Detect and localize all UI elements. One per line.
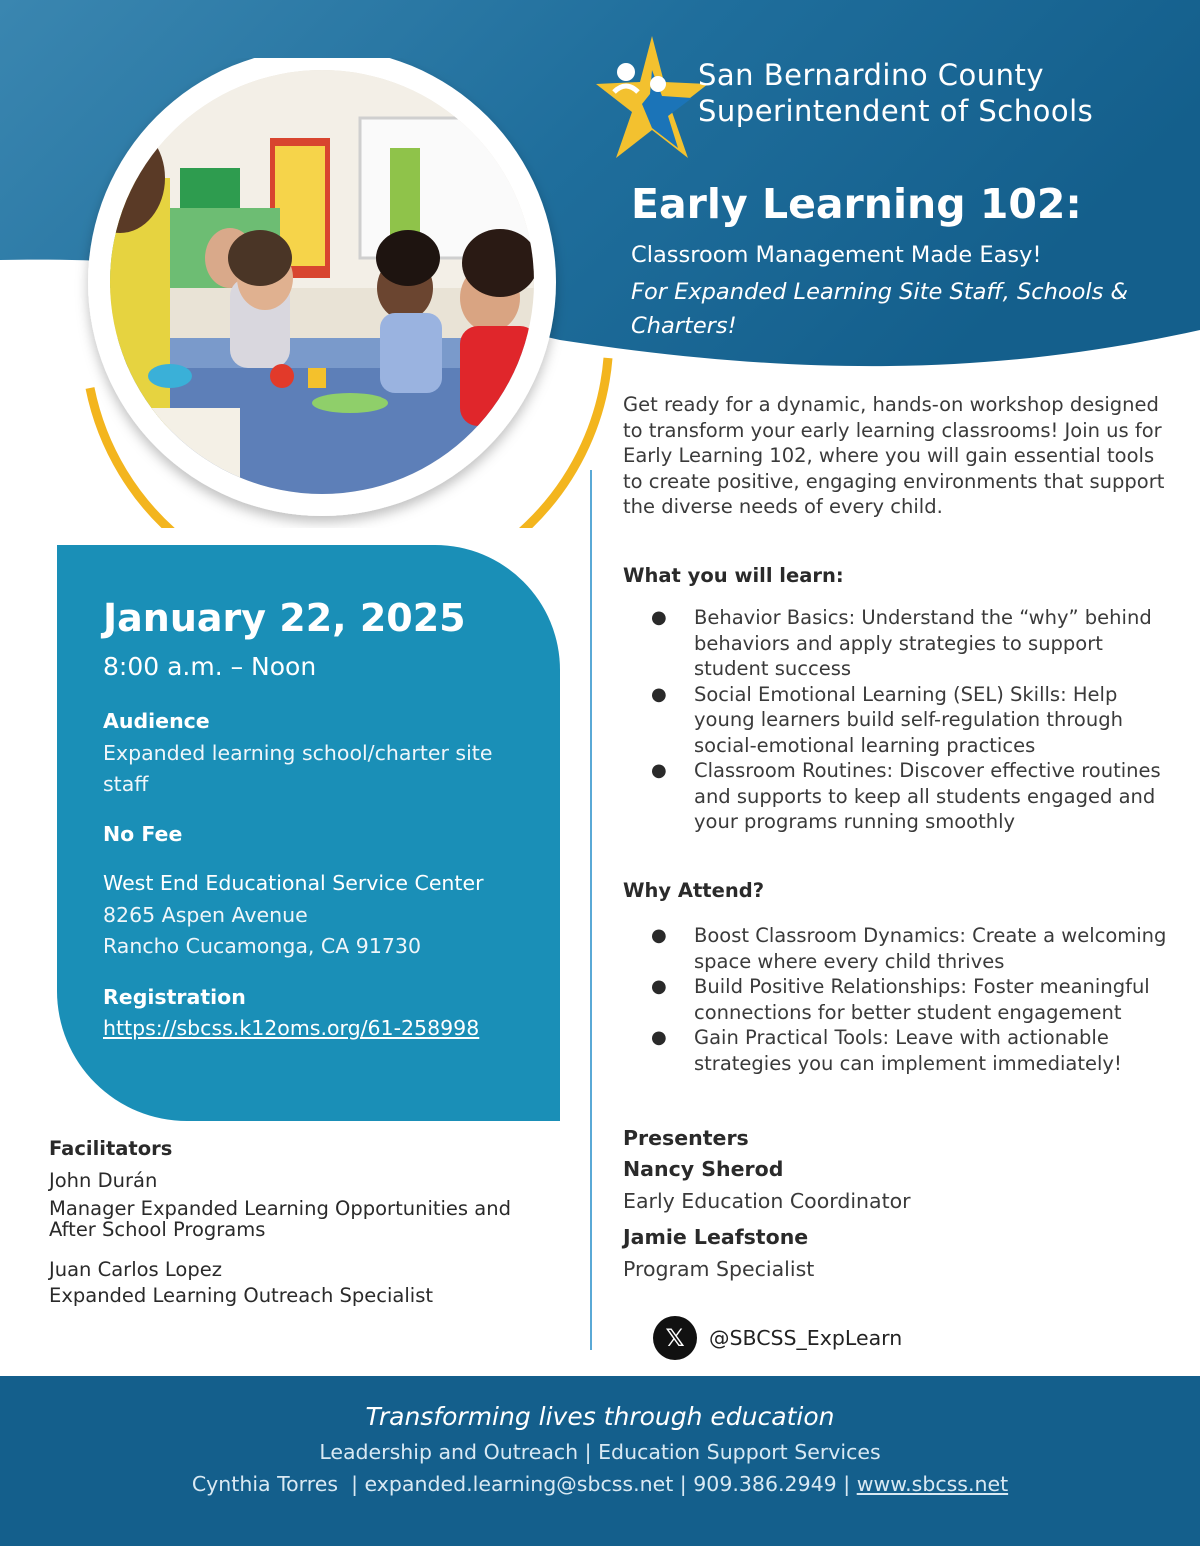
list-item — [623, 923, 1168, 974]
bullet-icon: ● — [651, 760, 667, 781]
list-item — [623, 758, 1168, 835]
venue-address-line1: 8265 Aspen Avenue — [103, 903, 308, 927]
list-item — [623, 605, 1168, 682]
list-item — [623, 682, 1168, 759]
separator: | — [679, 1472, 687, 1496]
facilitator-name: Juan Carlos Lopez — [49, 1258, 222, 1281]
facilitator-name: John Durán — [49, 1169, 158, 1192]
registration-label: Registration — [103, 985, 246, 1009]
presenter-title: Program Specialist — [623, 1257, 815, 1281]
subtitle: Classroom Management Made Easy! — [631, 242, 1042, 268]
x-logo-icon[interactable]: 𝕏 — [653, 1316, 697, 1360]
list-item — [623, 974, 1168, 1025]
social-handle[interactable]: @SBCSS_ExpLearn — [709, 1326, 903, 1350]
org-name-line2: Superintendent of Schools — [698, 94, 1094, 128]
list-item-text: Classroom Routines: Discover effective routines and supports to keep all students engaged and your programs running smoothly — [694, 759, 1161, 833]
column-divider — [590, 470, 592, 1350]
audience-label: Audience — [103, 709, 210, 733]
footer-departments: Leadership and Outreach | Education Support Services — [319, 1440, 881, 1464]
venue-name: West End Educational Service Center — [103, 871, 484, 895]
bullet-icon: ● — [651, 607, 667, 628]
separator: | — [351, 1472, 358, 1496]
why-attend-heading: Why Attend? — [623, 879, 765, 902]
presenter-name: Nancy Sherod — [623, 1157, 784, 1181]
org-name-line1: San Bernardino County — [698, 58, 1045, 92]
registration-link[interactable]: https://sbcss.k12oms.org/61-258998 — [103, 1016, 480, 1040]
separator: | — [843, 1472, 851, 1496]
website-link[interactable]: www.sbcss.net — [856, 1472, 1009, 1496]
contact-phone[interactable]: 909.386.2949 — [693, 1472, 837, 1496]
facilitators-heading: Facilitators — [49, 1137, 173, 1160]
facilitator-title: Manager Expanded Learning Opportunities and After School Programs — [49, 1197, 511, 1241]
bullet-icon: ● — [651, 976, 667, 997]
list-item-text: Social Emotional Learning (SEL) Skills: Help young learners build self-regulation through social-emotional learning practices — [694, 682, 1123, 757]
contact-email[interactable]: expanded.learning@sbcss.net — [364, 1472, 674, 1496]
list-item-text: Gain Practical Tools: Leave with actionable strategies you can implement immediately! — [694, 1026, 1122, 1075]
list-item-text: Build Positive Relationships: Foster meaningful connections for better student engagement — [694, 975, 1150, 1024]
list-item — [623, 1025, 1168, 1076]
bullet-icon: ● — [651, 925, 667, 946]
footer-tagline: Transforming lives through education — [365, 1402, 835, 1431]
footer-contact-line — [0, 1472, 1200, 1496]
presenter-name: Jamie Leafstone — [623, 1225, 809, 1249]
fee-label: No Fee — [103, 822, 183, 846]
contact-name: Cynthia Torres — [191, 1472, 339, 1496]
subtitle-audience: For Expanded Learning Site Staff, Schools & Charters! — [631, 279, 1129, 339]
list-item-text: Boost Classroom Dynamics: Create a welcoming space where every child thrives — [694, 924, 1167, 973]
facilitator-title: Expanded Learning Outreach Specialist — [49, 1284, 434, 1307]
classroom-high-five-photo — [60, 58, 622, 528]
learn-heading: What you will learn: — [623, 564, 844, 587]
intro-paragraph: Get ready for a dynamic, hands-on workshop designed to transform your early learning classrooms! Join us for Early Learning 102, where you will gain essential tools to create positive, engaging environments that support the diverse needs of every child. — [623, 393, 1165, 518]
event-time: 8:00 a.m. – Noon — [103, 652, 317, 681]
venue-address-line2: Rancho Cucamonga, CA 91730 — [103, 934, 421, 958]
presenters-heading: Presenters — [623, 1126, 749, 1150]
audience-value: Expanded learning school/charter site staff — [103, 741, 493, 796]
presenter-title: Early Education Coordinator — [623, 1189, 911, 1213]
why-attend-list — [623, 923, 1168, 1076]
bullet-icon: ● — [651, 683, 667, 705]
event-date: January 22, 2025 — [103, 596, 466, 640]
page-title: Early Learning 102: — [631, 180, 1082, 228]
list-item-text: Behavior Basics: Understand the “why” behind behaviors and apply strategies to support student success — [694, 606, 1152, 680]
learn-list — [623, 605, 1168, 835]
bullet-icon: ● — [651, 1027, 667, 1048]
